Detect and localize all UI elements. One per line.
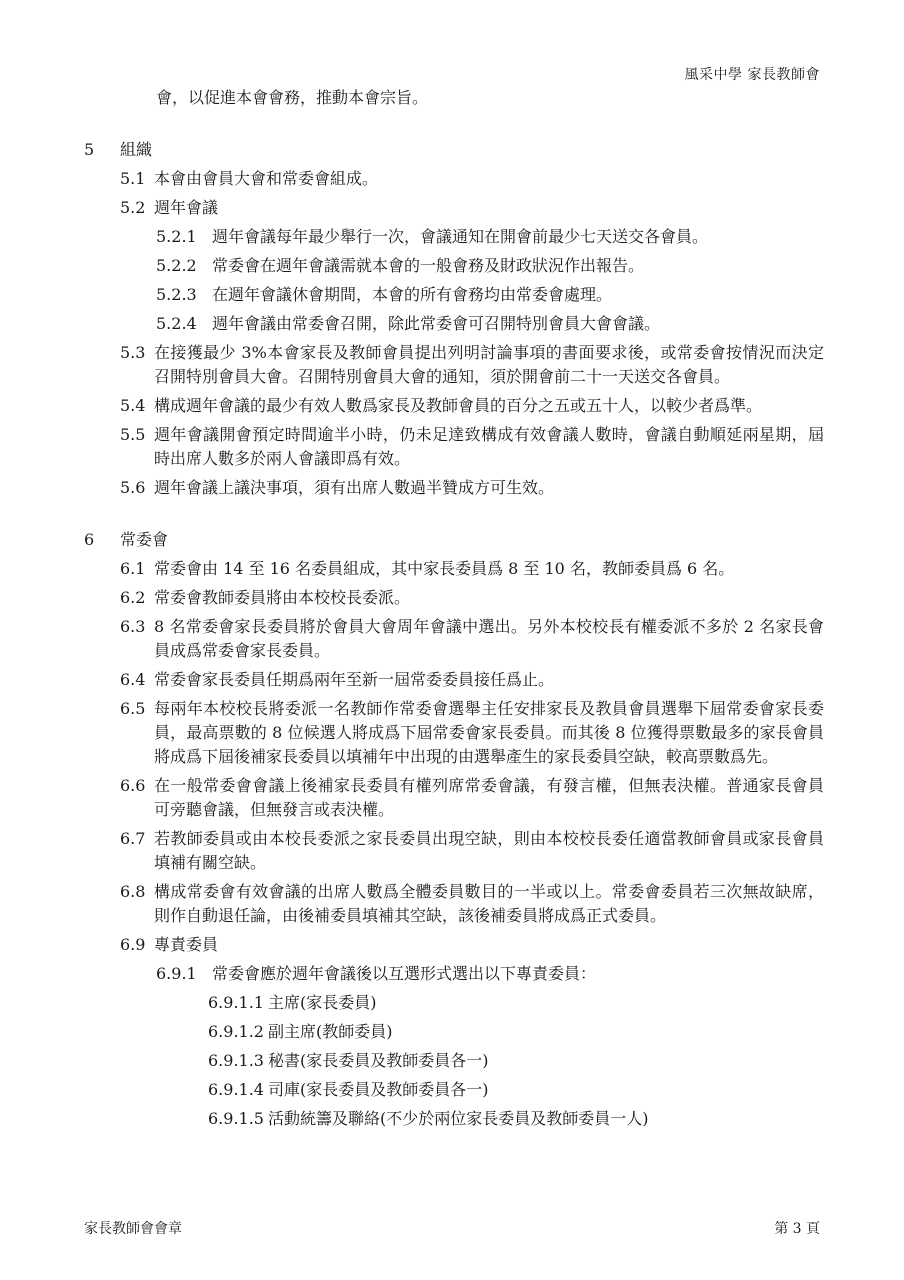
clause bbox=[84, 586, 824, 610]
section-heading bbox=[84, 528, 824, 552]
subclause bbox=[84, 254, 824, 278]
role-number: 6.9.1.5 bbox=[208, 1109, 264, 1128]
role-text: 司庫(家長委員及教師委員各一) bbox=[268, 1080, 489, 1099]
subclause-text: 常委會在週年會議需就本會的一般會務及財政狀況作出報告。 bbox=[212, 256, 645, 275]
subclause-text: 週年會議每年最少舉行一次，會議通知在開會前最少七天送交各會員。 bbox=[212, 227, 709, 246]
role-item bbox=[84, 991, 824, 1015]
clause-text: 構成常委會有效會議的出席人數爲全體委員數目的一半或以上。常委會委員若三次無故缺席，則作自動退任論，由後補委員填補其空缺，該後補委員將成爲正式委員。 bbox=[154, 882, 824, 925]
clause-text: 每兩年本校校長將委派一名教師作常委會選舉主任安排家長及教員會員選舉下屆常委會家長委員，最高票數的 8 位候選人將成爲下屆常委會家長委員。而其後 8 位獲得票數最多的家長會員將成爲下屆後補家長委員以填補年中出現的由選舉產生的家長委員空缺，較高票數爲先。 bbox=[154, 699, 824, 766]
role-text: 主席(家長委員) bbox=[268, 993, 377, 1012]
role-item bbox=[84, 1049, 824, 1073]
section-title: 常委會 bbox=[120, 530, 169, 549]
clause-number: 6.5 bbox=[120, 699, 146, 718]
subclause-text: 在週年會議休會期間，本會的所有會務均由常委會處理。 bbox=[212, 285, 613, 304]
role-number: 6.9.1.2 bbox=[208, 1022, 264, 1041]
clause-number: 5.3 bbox=[120, 343, 146, 362]
role-number: 6.9.1.4 bbox=[208, 1080, 264, 1099]
page-number: 第 3 頁 bbox=[774, 1221, 820, 1237]
clause bbox=[84, 423, 824, 471]
subclause-text: 週年會議由常委會召開，除此常委會可召開特別會員大會會議。 bbox=[212, 314, 661, 333]
intro-line: 會，以促進本會會務，推動本會宗旨。 bbox=[156, 88, 429, 107]
role-text: 副主席(教師委員) bbox=[268, 1022, 393, 1041]
section-heading bbox=[84, 138, 824, 162]
clause-text: 常委會家長委員任期爲兩年至新一屆常委委員接任爲止。 bbox=[154, 670, 555, 689]
clause-text: 常委會教師委員將由本校校長委派。 bbox=[154, 588, 411, 607]
page-header: 風采中學 家長教師會 bbox=[684, 67, 820, 83]
clause-text: 8 名常委會家長委員將於會員大會周年會議中選出。另外本校校長有權委派不多於 2 名家長會員成爲常委會家長委員。 bbox=[154, 617, 824, 660]
clause-number: 6.2 bbox=[120, 588, 146, 607]
clause bbox=[84, 341, 824, 389]
clause bbox=[84, 668, 824, 692]
clause-text: 週年會議開會預定時間逾半小時，仍未足達致構成有效會議人數時，會議自動順延兩星期，屆時出席人數多於兩人會議即爲有效。 bbox=[154, 425, 824, 468]
section-number: 5 bbox=[84, 140, 95, 159]
clause bbox=[84, 615, 824, 663]
clause-number: 6.6 bbox=[120, 776, 146, 795]
clause bbox=[84, 933, 824, 957]
clause-text: 若教師委員或由本校長委派之家長委員出現空缺，則由本校校長委任適當教師會員或家長會員填補有關空缺。 bbox=[154, 829, 824, 872]
clause-number: 5.1 bbox=[120, 169, 146, 188]
role-number: 6.9.1.1 bbox=[208, 993, 264, 1012]
page-footer-title: 家長教師會會章 bbox=[84, 1221, 182, 1237]
role-number: 6.9.1.3 bbox=[208, 1051, 264, 1070]
subclause bbox=[84, 962, 824, 986]
subclause bbox=[84, 225, 824, 249]
clause-text: 本會由會員大會和常委會組成。 bbox=[154, 169, 379, 188]
clause bbox=[84, 774, 824, 822]
clause-number: 5.5 bbox=[120, 425, 146, 444]
subclause-number: 5.2.1 bbox=[156, 227, 197, 246]
clause bbox=[84, 394, 824, 418]
clause-number: 6.4 bbox=[120, 670, 146, 689]
subclause-number: 5.2.3 bbox=[156, 285, 197, 304]
clause-number: 5.4 bbox=[120, 396, 146, 415]
role-item bbox=[84, 1020, 824, 1044]
section-title: 組織 bbox=[120, 140, 153, 159]
clause bbox=[84, 167, 824, 191]
clause-text: 構成週年會議的最少有效人數爲家長及教師會員的百分之五或五十人，以較少者爲準。 bbox=[154, 396, 763, 415]
document-body bbox=[84, 86, 824, 1131]
clause-number: 5.2 bbox=[120, 198, 146, 217]
clause bbox=[84, 827, 824, 875]
clause bbox=[84, 476, 824, 500]
clause bbox=[84, 697, 824, 769]
role-text: 秘書(家長委員及教師委員各一) bbox=[268, 1051, 489, 1070]
clause-text: 在接獲最少 3%本會家長及教師會員提出列明討論事項的書面要求後，或常委會按情況而決定召開特別會員大會。召開特別會員大會的通知，須於開會前二十一天送交各會員。 bbox=[154, 343, 824, 386]
clause-text: 專責委員 bbox=[154, 935, 219, 954]
clause-number: 6.7 bbox=[120, 829, 146, 848]
subclause-number: 6.9.1 bbox=[156, 964, 197, 983]
clause bbox=[84, 880, 824, 928]
subclause bbox=[84, 312, 824, 336]
clause-number: 6.8 bbox=[120, 882, 146, 901]
section-5 bbox=[84, 138, 824, 500]
section-number: 6 bbox=[84, 530, 95, 549]
role-item bbox=[84, 1107, 824, 1131]
clause-text: 週年會議上議決事項，須有出席人數過半贊成方可生效。 bbox=[154, 478, 555, 497]
clause-number: 6.3 bbox=[120, 617, 146, 636]
subclause-text: 常委會應於週年會議後以互選形式選出以下專責委員： bbox=[212, 964, 597, 983]
clause-text: 週年會議 bbox=[154, 198, 219, 217]
clause bbox=[84, 196, 824, 220]
clause-number: 6.1 bbox=[120, 559, 146, 578]
role-item bbox=[84, 1078, 824, 1102]
clause-text: 在一般常委會會議上後補家長委員有權列席常委會議，有發言權，但無表決權。普通家長會員可旁聽會議，但無發言或表決權。 bbox=[154, 776, 824, 819]
clause-number: 5.6 bbox=[120, 478, 146, 497]
subclause-number: 5.2.4 bbox=[156, 314, 197, 333]
subclause bbox=[84, 283, 824, 307]
clause bbox=[84, 557, 824, 581]
clause-number: 6.9 bbox=[120, 935, 146, 954]
clause-text: 常委會由 14 至 16 名委員組成，其中家長委員爲 8 至 10 名，教師委員爲 6 名。 bbox=[154, 559, 735, 578]
subclause-number: 5.2.2 bbox=[156, 256, 197, 275]
section-6 bbox=[84, 528, 824, 1131]
role-text: 活動統籌及聯絡(不少於兩位家長委員及教師委員一人) bbox=[268, 1109, 649, 1128]
